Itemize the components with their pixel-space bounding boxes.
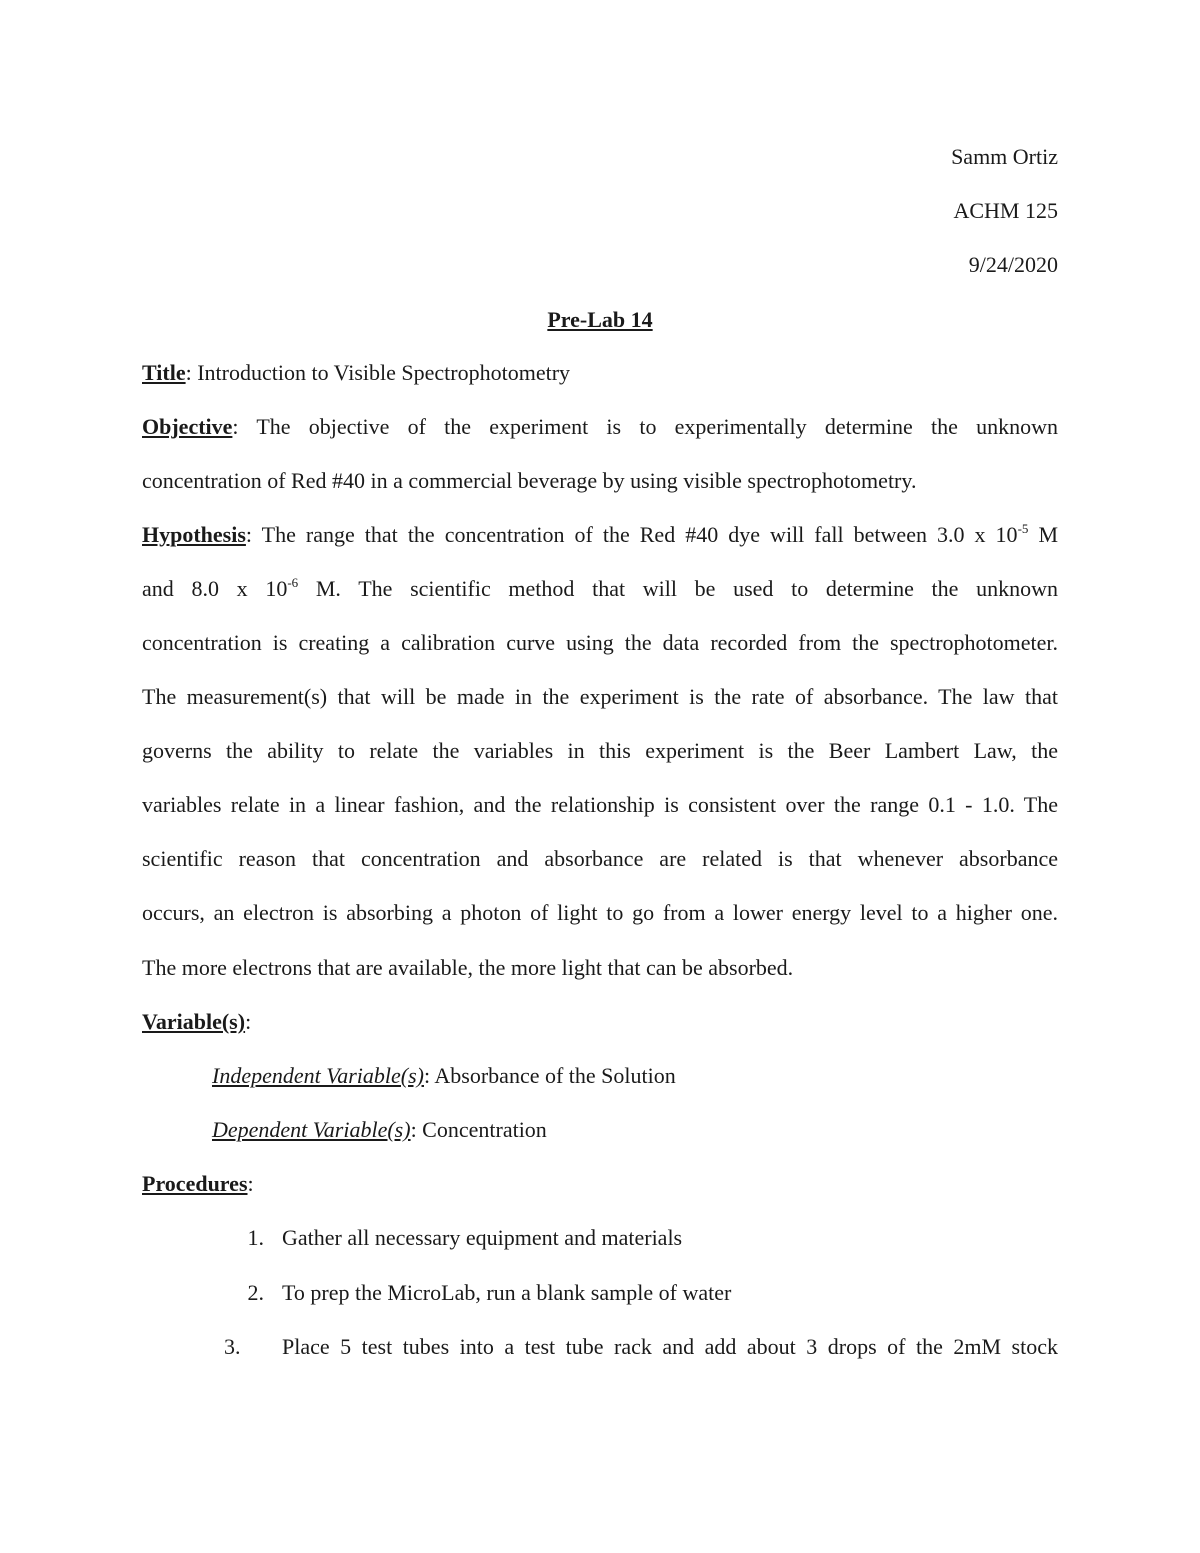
course-code: ACHM 125 [953, 198, 1058, 223]
procedures-heading [142, 1169, 254, 1199]
procedure-text: Place 5 test tubes into a test tube rack and add about 3 drops of the 2mM stock [282, 1334, 1058, 1359]
variables-colon: : [245, 1009, 252, 1034]
exponent-2: -6 [287, 575, 299, 590]
hypothesis-line-2 [142, 574, 1058, 604]
procedures-colon: : [247, 1171, 254, 1196]
hypothesis-line-9: The more electrons that are available, the more light that can be absorbed. [142, 955, 794, 980]
procedure-number: 3. [224, 1334, 241, 1359]
title-text: : Introduction to Visible Spectrophotometry [185, 360, 571, 385]
hypothesis-label: Hypothesis [142, 522, 246, 547]
hypothesis-text-1b: M [1028, 522, 1058, 547]
dependent-variable-line [212, 1115, 547, 1145]
author-name: Samm Ortiz [951, 144, 1058, 169]
variables-label: Variable(s) [142, 1009, 246, 1034]
hypothesis-line-7: scientific reason that concentration and absorbance are related is that whenever absorbance [142, 846, 1058, 871]
hypothesis-line-8: occurs, an electron is absorbing a photon of light to go from a lower energy level to a higher one. [142, 900, 1058, 925]
hypothesis-text-2b: M. The scientific method that will be used to determine the unknown [298, 576, 1058, 601]
procedure-number: 1. [247, 1225, 264, 1250]
independent-variable-label: Independent Variable(s) [212, 1063, 424, 1088]
exponent-1: -5 [1017, 521, 1029, 536]
page-title-text: Pre-Lab 14 [547, 307, 653, 332]
hypothesis-line-1 [142, 520, 1058, 550]
hypothesis-text-1a: : The range that the concentration of the Red #40 dye will fall between 3.0 x 10 [245, 522, 1018, 547]
hypothesis-line-6: variables relate in a linear fashion, and the relationship is consistent over the range 0.1 - 1.0. The [142, 792, 1058, 817]
procedure-item [224, 1223, 682, 1253]
objective-line-1 [142, 412, 1058, 442]
hypothesis-line-4: The measurement(s) that will be made in the experiment is the rate of absorbance. The law that [142, 684, 1058, 709]
procedure-number: 2. [247, 1280, 264, 1305]
procedure-text: Gather all necessary equipment and materials [282, 1225, 683, 1250]
objective-label: Objective [142, 414, 233, 439]
title-label: Title [142, 360, 186, 385]
procedure-item [224, 1278, 731, 1308]
hypothesis-text-2a: and 8.0 x 10 [142, 576, 288, 601]
variables-heading [142, 1007, 251, 1037]
objective-text-1: : The objective of the experiment is to experimentally determine the unknown [232, 414, 1058, 439]
dependent-variable-text: : Concentration [410, 1117, 547, 1142]
hypothesis-line-3: concentration is creating a calibration curve using the data recorded from the spectrophotometer. [142, 630, 1058, 655]
independent-variable-line [212, 1061, 676, 1091]
procedure-text: To prep the MicroLab, run a blank sample of water [282, 1280, 732, 1305]
procedure-item [224, 1332, 1058, 1362]
hypothesis-line-5: governs the ability to relate the variables in this experiment is the Beer Lambert Law, the [142, 738, 1058, 763]
objective-line-2: concentration of Red #40 in a commercial beverage by using visible spectrophotometry. [142, 468, 917, 493]
page-title [0, 305, 1200, 335]
dependent-variable-label: Dependent Variable(s) [212, 1117, 411, 1142]
document-date: 9/24/2020 [968, 252, 1058, 277]
independent-variable-text: : Absorbance of the Solution [424, 1063, 676, 1088]
procedures-label: Procedures [142, 1171, 248, 1196]
title-line [142, 358, 570, 388]
